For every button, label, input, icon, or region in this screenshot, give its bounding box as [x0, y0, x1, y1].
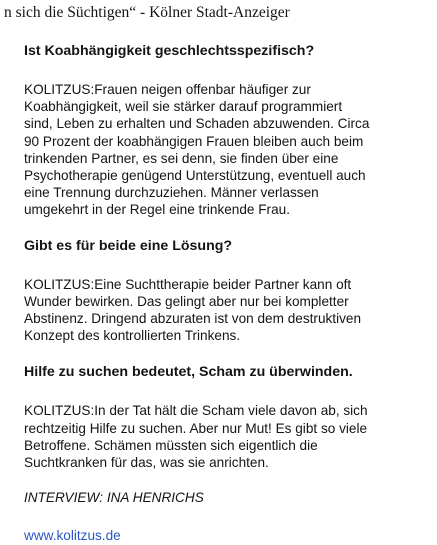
- interview-content: [24, 42, 429, 545]
- question-heading: Hilfe zu suchen bedeutet, Scham zu überwinden.: [24, 364, 353, 381]
- answer-line: 90 Prozent der koabhängigen Frauen bleiben auch beim: [24, 133, 364, 149]
- answer-line: KOLITZUS:Frauen neigen offenbar häufiger zur: [24, 82, 311, 97]
- answer-line: Betroffene. Schämen müssten sich eigentlich die: [24, 437, 318, 453]
- answer-line: sind, Leben zu erhalten und Schaden abzuwenden. Circa: [24, 116, 370, 132]
- answer-line: Abstinenz. Dringend abzuraten ist von dem destruktiven: [24, 311, 362, 327]
- answer-line: Suchtkranken für das, was sie anrichten.: [24, 455, 269, 471]
- answer-line: rechtzeitig Hilfe zu suchen. Aber nur Mut! Es gibt so viele: [24, 420, 368, 436]
- answer-line: Psychotherapie genügend Unterstützung, eventuell auch: [24, 168, 366, 184]
- answer-line: KOLITZUS:Eine Suchttherapie beider Partner kann oft: [24, 276, 352, 292]
- answer-line: Koabhängigkeit, weil sie stärker darauf programmiert: [24, 99, 343, 115]
- article-header: n sich die Süchtigen“ - Kölner Stadt-Anzeiger: [4, 4, 290, 21]
- answer-line: trinkenden Partner, es sei denn, sie finden über eine: [24, 150, 339, 166]
- website-link[interactable]: www.kolitzus.de: [24, 528, 121, 544]
- answer-paragraph: [24, 81, 429, 219]
- answer-line: eine Trennung durchzuziehen. Männer verlassen: [24, 185, 319, 201]
- answer-line: umgekehrt in der Regel eine trinkende Frau.: [24, 202, 290, 218]
- answer-paragraph: [24, 402, 429, 471]
- answer-line: Wunder bewirken. Das gelingt aber nur bei kompletter: [24, 293, 349, 309]
- question-heading: Gibt es für beide eine Lösung?: [24, 237, 233, 254]
- answer-line: KOLITZUS:In der Tat hält die Scham viele davon ab, sich: [24, 403, 368, 419]
- answer-line: Konzept des kontrollierten Trinkens.: [24, 328, 241, 344]
- question-heading: Ist Koabhängigkeit geschlechtsspezifisch?: [24, 43, 315, 59]
- answer-paragraph: [24, 276, 429, 345]
- interview-credit: INTERVIEW: INA HENRICHS: [24, 490, 204, 506]
